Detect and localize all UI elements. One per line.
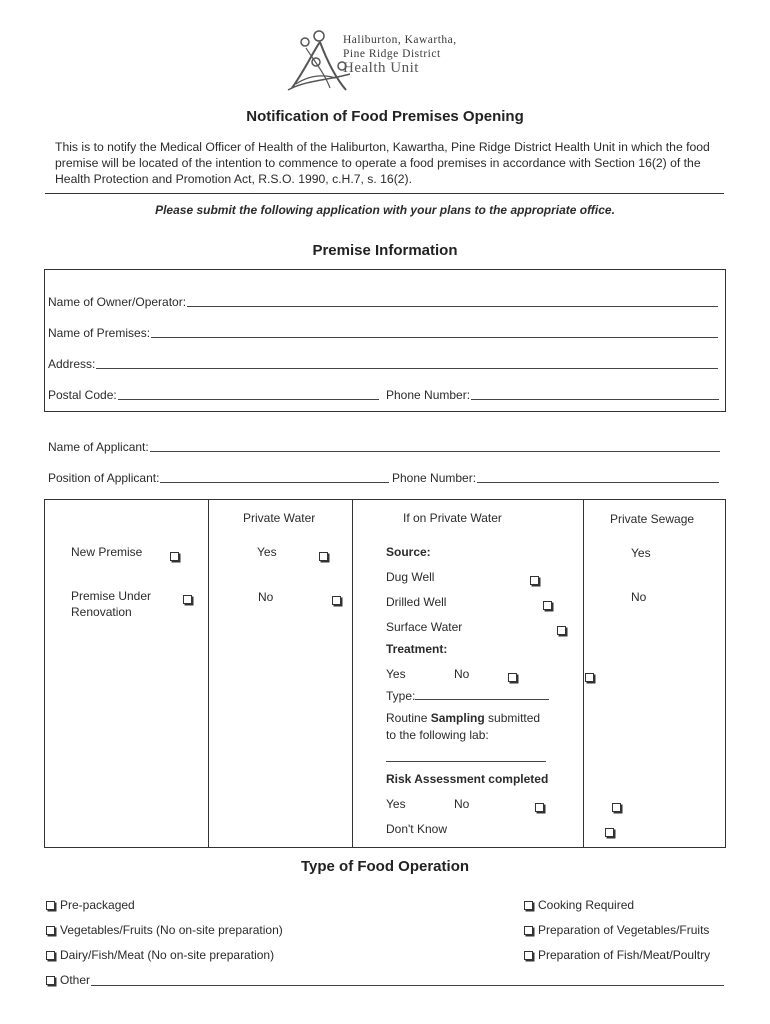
food-option-cooking-required[interactable] <box>524 898 634 912</box>
food-option-label: Pre-packaged <box>60 898 135 912</box>
postal-label: Postal Code: <box>48 388 117 402</box>
routine-sampling-line2: to the following lab: <box>386 728 489 742</box>
food-option-prep-vegetables-fruits[interactable] <box>524 923 709 937</box>
food-option-prep-fish-meat-poultry[interactable] <box>524 948 710 962</box>
renovation-label-line2: Renovation <box>71 605 132 619</box>
sewage-no-label: No <box>631 590 647 604</box>
phone-label: Phone Number: <box>386 388 471 402</box>
surface-water-label: Surface Water <box>386 620 463 634</box>
type-label: Type: <box>386 689 416 703</box>
food-option-label: Preparation of Fish/Meat/Poultry <box>538 948 711 962</box>
grid-divider <box>352 500 353 847</box>
risk-assessment-label: Risk Assessment completed <box>386 772 549 786</box>
food-option-label: Other <box>60 973 91 987</box>
applicant-position-label: Position of Applicant: <box>48 471 160 485</box>
premise-phone-field[interactable] <box>386 388 719 402</box>
divider <box>45 193 724 194</box>
private-water-yes-checkbox[interactable] <box>319 552 328 561</box>
owner-label: Name of Owner/Operator: <box>48 295 187 309</box>
drilled-well-checkbox[interactable] <box>543 601 552 610</box>
other-input-line[interactable] <box>91 985 724 986</box>
applicant-phone-field[interactable] <box>392 471 719 485</box>
applicant-name-field[interactable] <box>48 440 720 454</box>
checkbox[interactable] <box>524 926 533 935</box>
renovation-checkbox[interactable] <box>183 595 192 604</box>
checkbox[interactable] <box>524 901 533 910</box>
food-option-other[interactable] <box>46 973 724 987</box>
sewage-yes-label: Yes <box>631 546 651 560</box>
treatment-yes-label: Yes <box>386 667 406 681</box>
col-header-if-private-water: If on Private Water <box>403 511 502 525</box>
food-operation-heading: Type of Food Operation <box>300 858 470 875</box>
new-premise-label: New Premise <box>71 545 143 559</box>
private-water-no-label: No <box>258 590 274 604</box>
food-option-label: Vegetables/Fruits (No on-site preparation) <box>60 923 283 937</box>
dug-well-label: Dug Well <box>386 570 435 584</box>
food-option-pre-packaged[interactable] <box>46 898 135 912</box>
premise-info-heading: Premise Information <box>312 242 458 259</box>
private-water-no-checkbox[interactable] <box>332 596 341 605</box>
new-premise-checkbox[interactable] <box>170 552 179 561</box>
routine-post: submitted <box>484 711 541 725</box>
source-label: Source: <box>386 545 431 559</box>
applicant-phone-label: Phone Number: <box>392 471 477 485</box>
col-header-private-sewage: Private Sewage <box>610 512 695 526</box>
owner-field[interactable] <box>48 295 718 309</box>
treatment-no-checkbox[interactable] <box>585 673 594 682</box>
address-field[interactable] <box>48 357 718 371</box>
drilled-well-label: Drilled Well <box>386 595 447 609</box>
treatment-yes-checkbox[interactable] <box>508 673 517 682</box>
lab-name-input[interactable] <box>386 761 546 762</box>
private-water-yes-label: Yes <box>257 545 277 559</box>
treatment-type-field[interactable] <box>386 688 549 704</box>
col-header-private-water: Private Water <box>243 511 316 525</box>
dont-know-label: Don't Know <box>386 822 447 836</box>
risk-no-label: No <box>454 797 470 811</box>
surface-water-checkbox[interactable] <box>557 626 566 635</box>
water-sewage-grid <box>44 499 726 848</box>
org-name-line2: Pine Ridge District <box>343 48 441 60</box>
submit-note: Please submit the following application with your plans to the appropriate office. <box>155 203 615 217</box>
checkbox[interactable] <box>46 926 55 935</box>
grid-divider <box>208 500 209 847</box>
premises-label: Name of Premises: <box>48 326 151 340</box>
dug-well-checkbox[interactable] <box>530 576 539 585</box>
checkbox[interactable] <box>524 951 533 960</box>
food-option-label: Preparation of Vegetables/Fruits <box>538 923 710 937</box>
org-name-line3: Health Unit <box>343 60 419 76</box>
risk-yes-label: Yes <box>386 797 406 811</box>
treatment-no-label: No <box>454 667 470 681</box>
intro-paragraph: This is to notify the Medical Officer of Health of the Haliburton, Kawartha, Pine Ridge District Health Unit in which the food premise will be located of the intention to commence to operate a food premises in accordance with Section 16(2) of the Health Protection and Promotion Act, R.S.O. 1990, c.H.7, s. 16(2). <box>55 140 710 187</box>
risk-yes-checkbox[interactable] <box>535 803 544 812</box>
premises-name-field[interactable] <box>48 326 718 340</box>
renovation-label-line1: Premise Under <box>71 589 152 603</box>
food-option-dairy-fish-meat[interactable] <box>46 948 274 962</box>
routine-bold: Sampling <box>430 711 485 725</box>
treatment-label: Treatment: <box>386 642 448 656</box>
dont-know-checkbox[interactable] <box>605 828 614 837</box>
checkbox[interactable] <box>46 951 55 960</box>
food-option-vegetables-fruits[interactable] <box>46 923 283 937</box>
routine-sampling-text <box>386 710 540 726</box>
applicant-position-field[interactable] <box>48 471 389 485</box>
address-label: Address: <box>48 357 96 371</box>
food-option-label: Cooking Required <box>538 898 635 912</box>
checkbox[interactable] <box>46 976 55 985</box>
checkbox[interactable] <box>46 901 55 910</box>
applicant-name-label: Name of Applicant: <box>48 440 149 454</box>
page-title: Notification of Food Premises Opening <box>246 108 524 125</box>
risk-no-checkbox[interactable] <box>612 803 621 812</box>
org-name-line1: Haliburton, Kawartha, <box>343 34 457 46</box>
food-option-label: Dairy/Fish/Meat (No on-site preparation) <box>60 948 275 962</box>
postal-code-field[interactable] <box>48 388 379 402</box>
routine-pre: Routine <box>386 711 431 725</box>
